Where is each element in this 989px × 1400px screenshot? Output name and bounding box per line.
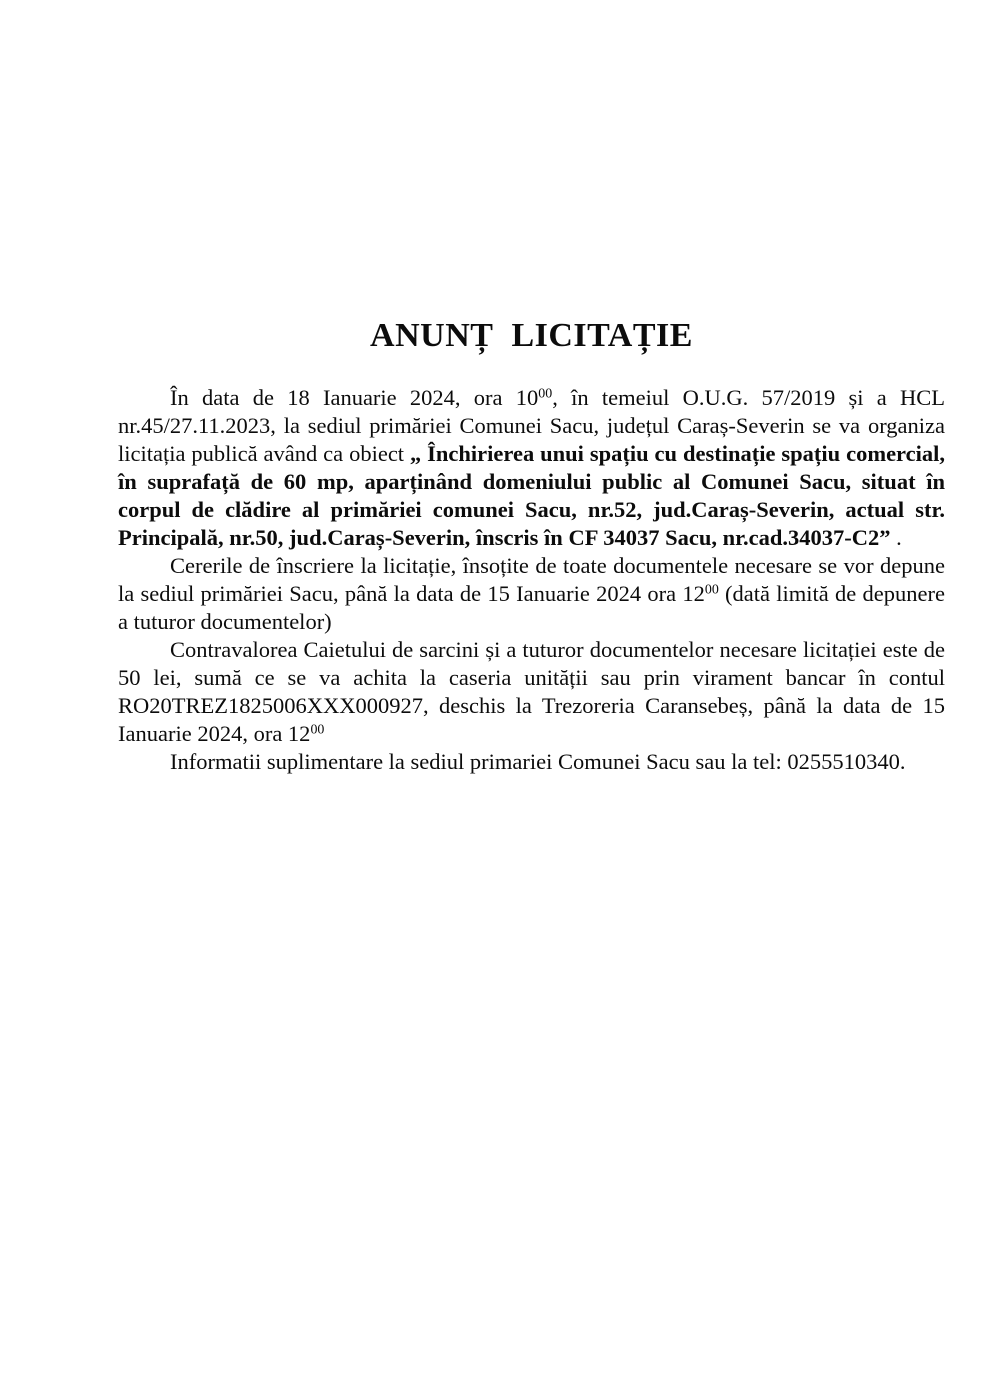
paragraph — [118, 636, 945, 748]
text-segment: (dată limită de depunere a tuturor documentelor) — [118, 581, 945, 634]
text-segment: 00 — [310, 722, 325, 738]
text-segment: Cererile de înscriere la licitație, însoțite de toate documentele necesare se vor depune la sediul primăriei Sacu, până la data de 15 Ianuarie 2024 ora 12 — [118, 553, 945, 606]
text-segment: 00 — [538, 386, 553, 402]
text-segment: Informatii suplimentare la sediul primariei Comunei Sacu sau la tel: 0255510340. — [170, 749, 906, 774]
text-segment: , în temeiul O.U.G. 57/2019 și a HCL nr.45/27.11.2023, la sediul primăriei Comunei Sacu, județul Caraș-Severin se va organiza licitația publică având ca obiect — [118, 385, 945, 466]
text-segment: 00 — [704, 582, 719, 598]
document-body — [118, 384, 945, 776]
paragraph — [118, 384, 945, 552]
document-content — [118, 316, 945, 776]
text-segment: . — [890, 525, 902, 550]
text-segment: În data de 18 Ianuarie 2024, ora 10 — [170, 385, 539, 410]
text-segment: „ Închirierea unui spațiu cu destinație spațiu comercial, în suprafață de 60 mp, aparținând domeniului public al Comunei Sacu, situat în corpul de clădire al primăriei comunei Sacu, nr.52, jud.Caraș-Severin, actual str. Principală, nr.50, jud.Caraș-Severin, înscris în CF 34037 Sacu, nr.cad.34037-C2” — [118, 441, 945, 550]
document-title: ANUNȚ LICITAȚIE — [370, 317, 693, 354]
paragraph — [118, 552, 945, 636]
text-segment: Contravalorea Caietului de sarcini și a tuturor documentelor necesare licitației este de 50 lei, sumă ce se va achita la caseria unității sau prin virament bancar în contul RO20TREZ1825006XXX000927, deschis la Trezoreria Caransebeș, până la data de 15 Ianuarie 2024, ora 12 — [118, 637, 945, 746]
paragraph — [118, 748, 945, 776]
